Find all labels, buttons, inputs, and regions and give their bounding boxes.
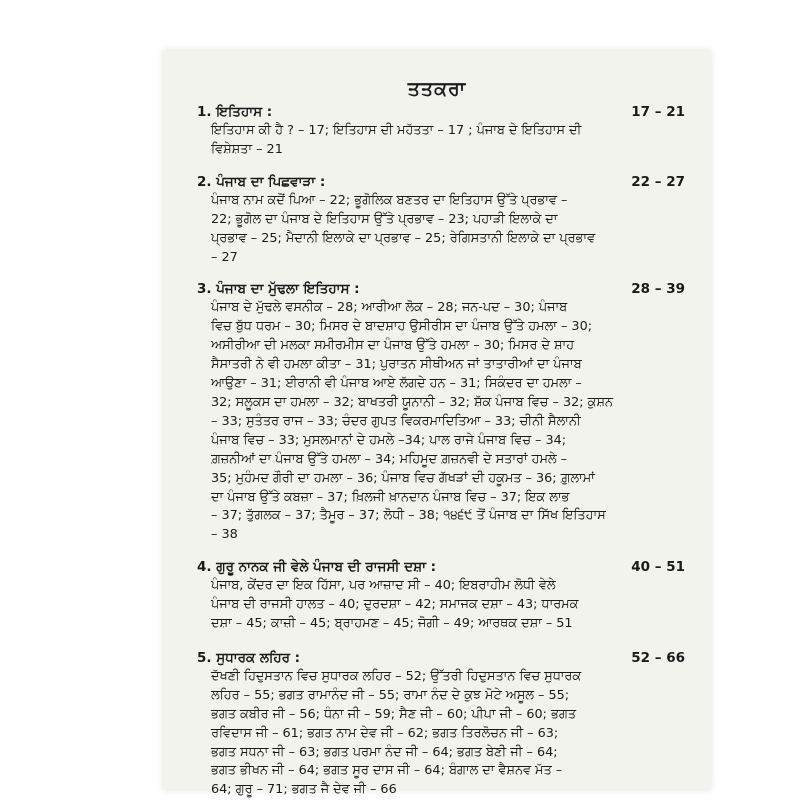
section-title: 1. ਇਤਿਹਾਸ : [197, 104, 273, 120]
section-title: 3. ਪੰਜਾਬ ਦਾ ਮੁੱਢਲਾ ਇਤਿਹਾਸ : [197, 281, 360, 298]
entry-line: ਲਹਿਰ – 55; ਭਗਤ ਰਾਮਾਨੰਦ ਜੀ – 55; ਰਾਮਾ ਨੰਦ ਦੇ ਕੁਝ ਮੋਟੇ ਅਸੂਲ – 55; [211, 687, 570, 703]
entry-line: ਭਗਤ ਭੀਖਨ ਜੀ – 64; ਭਗਤ ਸੂਰ ਦਾਸ ਜੀ – 64; ਬੰਗਾਲ ਦਾ ਵੈਸ਼ਨਵ ਮੱਤ – [211, 763, 563, 779]
section-heading-row [197, 557, 685, 577]
entry-line: ਅਸੀਰੀਆ ਦੀ ਮਲਕਾ ਸਮੀਰਮੀਸ ਦਾ ਪੰਜਾਬ ਉੱਤੇ ਹਮਲਾ – 30; ਮਿਸਰ ਦੇ ਸ਼ਾਹ [211, 338, 575, 354]
section-entries [197, 299, 685, 545]
section-entries [197, 192, 685, 268]
entry-line: ਭਗਤ ਸਧਨਾ ਜੀ – 63; ਭਗਤ ਪਰਮਾ ਨੰਦ ਜੀ – 64; ਭਗਤ ਬੇਣੀ ਜੀ – 64; [211, 744, 558, 760]
entry-line: ਪੰਜਾਬ ਵਿਚ – 33; ਮੁਸਲਮਾਨਾਂ ਦੇ ਹਮਲੇ –34; ਪਾਲ ਰਾਜੇ ਪੰਜਾਬ ਵਿਚ – 34; [211, 432, 567, 448]
section-entries [197, 577, 685, 634]
entry-line: ਦੱਖਣੀ ਹਿਦੁਸਤਾਨ ਵਿਚ ਸੁਧਾਰਕ ਲਹਿਰ – 52; ਉੱਤਰੀ ਹਿਦੁਸਤਾਨ ਵਿਚ ਸੁਧਾਰਕ [211, 668, 582, 684]
entry-line: ਇਤਿਹਾਸ ਕੀ ਹੈ ? – 17; ਇਤਿਹਾਸ ਦੀ ਮਹੱਤਤਾ – 17 ; ਪੰਜਾਬ ਦੇ ਇਤਿਹਾਸ ਦੀ [211, 123, 582, 138]
entry-line: ਆਉਣਾ – 31; ਈਰਾਨੀ ਵੀ ਪੰਜਾਬ ਆਏ ਲੱਗਦੇ ਹਨ – 31; ਸਿਕੰਦਰ ਦਾ ਹਮਲਾ – [211, 376, 582, 392]
entry-line: ਰਵਿਦਾਸ ਜੀ – 61; ਭਗਤ ਨਾਮ ਦੇਵ ਜੀ – 62; ਭਗਤ ਤਿਰਲੋਚਨ ਜੀ – 63; [211, 725, 559, 741]
entry-line: 22; ਭੂਗੋਲ ਦਾ ਪੰਜਾਬ ਦੇ ਇਤਿਹਾਸ ਉੱਤੇ ਪ੍ਰਭਾਵ – 23; ਪਹਾੜੀ ਇਲਾਕੇ ਦਾ [211, 211, 558, 227]
toc-section-4 [197, 557, 685, 634]
entry-line: ਦਾ ਪੰਜਾਬ ਉੱਤੇ ਕਬਜ਼ਾ – 37; ਖ਼ਿਲਜੀ ਖ਼ਾਨਦਾਨ ਪੰਜਾਬ ਵਿਚ – 37; ਇਕ ਲਾਭ [211, 489, 570, 505]
toc-section-2 [197, 172, 685, 268]
table-of-contents [197, 102, 685, 812]
section-entries [197, 122, 685, 160]
section-title: 4. ਗੁਰੂ ਨਾਨਕ ਜੀ ਵੇਲੇ ਪੰਜਾਬ ਦੀ ਰਾਜਸੀ ਦਸ਼ਾ : [197, 559, 437, 576]
section-title: 5. ਸੁਧਾਰਕ ਲਹਿਰ : [197, 649, 301, 666]
toc-section-5 [197, 648, 685, 800]
entry-line: – 33; ਸੁਤੰਤਰ ਰਾਜ – 33; ਚੰਦਰ ਗੁਪਤ ਵਿਕਰਮਾਦਿਤਿਆ – 33; ਚੀਨੀ ਸੈਲਾਨੀ [211, 413, 581, 429]
entry-line: ਵਿਸ਼ੇਸ਼ਤਾ – 21 [211, 141, 283, 157]
entry-line: 64; ਗੁਰੂ – 71; ਭਗਤ ਜੈ ਦੇਵ ਜੀ – 66 [211, 782, 397, 798]
entry-line: ਪੰਜਾਬ ਦੀ ਰਾਜਸੀ ਹਾਲਤ – 40; ਦੁਰਦਸ਼ਾ – 42; ਸਮਾਜਕ ਦਸ਼ਾ – 43; ਧਾਰਮਕ [211, 597, 579, 613]
entry-line: ਪੰਜਾਬ, ਕੇਂਦਰ ਦਾ ਇਕ ਹਿੱਸਾ, ਪਰ ਆਜ਼ਾਦ ਸੀ – 40; ਇਬਰਾਹੀਮ ਲੋਧੀ ਵੇਲੇ [211, 578, 556, 594]
entry-line: ਪੰਜਾਬ ਨਾਮ ਕਦੋਂ ਪਿਆ – 22; ਭੂਗੋਲਿਕ ਬਣਤਰ ਦਾ ਇਤਿਹਾਸ ਉੱਤੇ ਪ੍ਰਭਾਵ – [211, 192, 568, 208]
entry-line: 32; ਸਲੂਕਸ ਦਾ ਹਮਲਾ – 32; ਬਾਖਤਰੀ ਯੂਨਾਨੀ – 32; ਸ਼ੱਕ ਪੰਜਾਬ ਵਿਚ – 32; ਕੁਸ਼ਨ [211, 394, 613, 410]
entry-line: ਭਗਤ ਕਬੀਰ ਜੀ – 56; ਧੰਨਾ ਜੀ – 59; ਸੈਣ ਜੀ – 60; ਪੀਪਾ ਜੀ – 60; ਭਗਤ [211, 706, 576, 722]
section-heading-row [197, 648, 685, 668]
section-page-range: 52 – 66 [631, 649, 685, 666]
toc-section-1 [197, 102, 685, 160]
book-page [163, 50, 711, 798]
page-title: ਤਤਕਰਾ [407, 78, 467, 100]
entry-line: 35; ਮੁਹੰਮਦ ਗੌਰੀ ਦਾ ਹਮਲਾ – 36; ਪੰਜਾਬ ਵਿਚ ਗੱਖੜਾਂ ਦੀ ਹਕੂਮਤ – 36; ਗ਼ੁਲਾਮਾਂ [211, 470, 595, 486]
entry-line: ਪ੍ਰਭਾਵ – 25; ਮੈਦਾਨੀ ਇਲਾਕੇ ਦਾ ਪ੍ਰਭਾਵ – 25; ਰੇਗਿਸਤਾਨੀ ਇਲਾਕੇ ਦਾ ਪ੍ਰਭਾਵ [211, 230, 596, 246]
toc-section-3 [197, 279, 685, 545]
entry-line: – 38 [211, 527, 238, 543]
section-heading-row [197, 279, 685, 299]
entry-line: ਗ਼ਜ਼ਨੀਆਂ ਦਾ ਪੰਜਾਬ ਉੱਤੇ ਹਮਲਾ – 34; ਮਹਿਮੂਦ ਗ਼ਜ਼ਨਵੀ ਦੇ ਸਤਾਰਾਂ ਹਮਲੇ – [211, 451, 567, 467]
entry-line: ਵਿਚ ਬੁੱਧ ਧਰਮ – 30; ਮਿਸਰ ਦੇ ਬਾਦਸ਼ਾਹ ਉਸੀਰੀਸ ਦਾ ਪੰਜਾਬ ਉੱਤੇ ਹਮਲਾ – 30; [211, 319, 593, 335]
entry-line: – 37; ਤੁੱਗਲਕ – 37; ਤੈਮੂਰ – 37; ਲੋਧੀ – 38; ੧੪੬੯ ਤੋਂ ਪੰਜਾਬ ਦਾ ਸਿੱਖ ਇਤਿਹਾਸ [211, 508, 606, 524]
section-page-range: 40 – 51 [631, 559, 685, 576]
section-page-range: 17 – 21 [631, 104, 685, 120]
entry-line: ਦਸ਼ਾ – 45; ਕਾਜ਼ੀ – 45; ਬ੍ਰਾਹਮਣ – 45; ਜੋਗੀ – 49; ਆਰਥਕ ਦਸ਼ਾ – 51 [211, 616, 573, 632]
section-title: 2. ਪੰਜਾਬ ਦਾ ਪਿਛਵਾੜਾ : [197, 173, 326, 190]
entry-line: – 27 [211, 249, 238, 265]
entry-line: ਪੰਜਾਬ ਦੇ ਮੁੱਢਲੇ ਵਸਨੀਕ – 28; ਆਰੀਆ ਲੋਕ – 28; ਜਨ-ਪਦ – 30; ਪੰਜਾਬ [211, 300, 568, 316]
entry-line: ਸੈਸਾਤਰੀ ਨੇ ਵੀ ਹਮਲਾ ਕੀਤਾ – 31; ਪੁਰਾਤਨ ਸੀਥੀਅਨ ਜਾਂ ਤਾਤਾਰੀਆਂ ਦਾ ਪੰਜਾਬ [211, 357, 582, 373]
section-page-range: 22 – 27 [631, 173, 685, 190]
section-entries [197, 668, 685, 800]
section-heading-row [197, 102, 685, 122]
section-heading-row [197, 172, 685, 192]
section-page-range: 28 – 39 [631, 281, 685, 298]
